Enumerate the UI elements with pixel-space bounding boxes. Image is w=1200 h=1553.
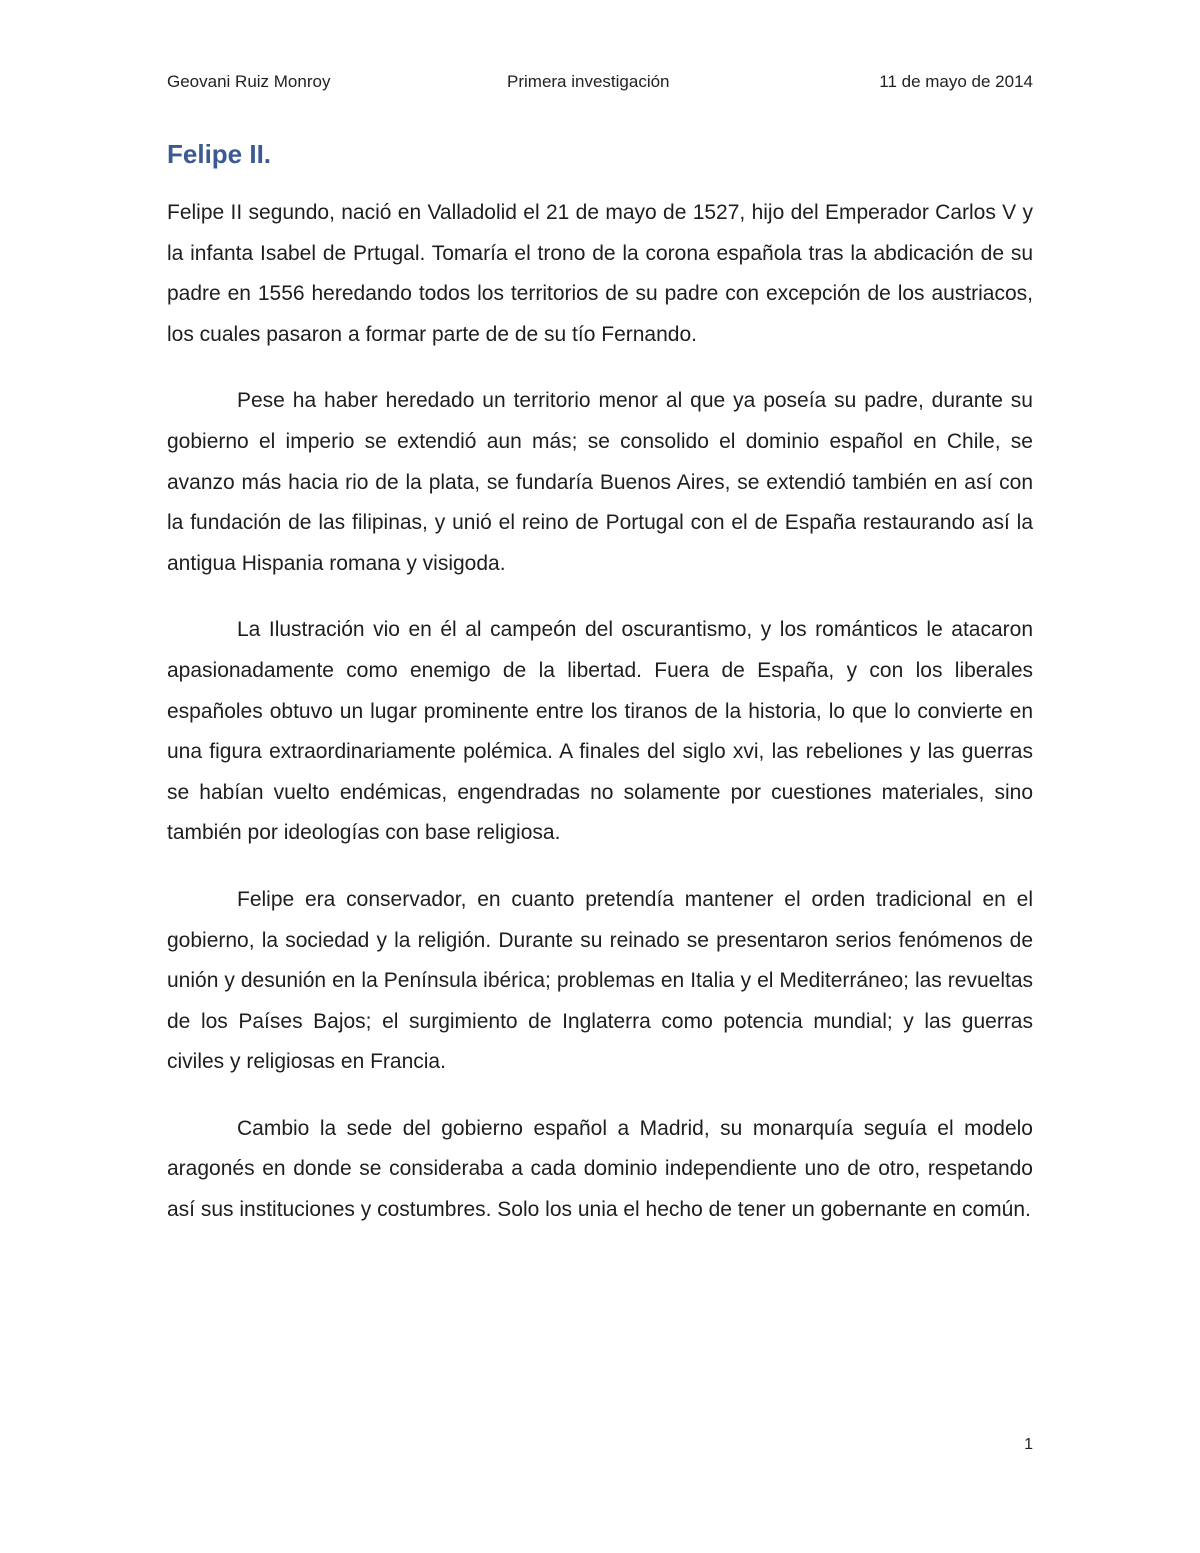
document-title: Felipe II. [167, 139, 272, 169]
paragraph-4: Felipe era conservador, en cuanto pretendía mantener el orden tradicional en el gobierno, la sociedad y la religión. Durante su reinado se presentaron serios fenómenos de unión y desunión en la Península ibérica; problemas en Italia y el Mediterráneo; las revueltas de los Países Bajos; el surgimiento de Inglaterra como potencia mundial; y las guerras civiles y religiosas en Francia. [167, 887, 1033, 1074]
page-number: 1 [1024, 1436, 1033, 1453]
header-author: Geovani Ruiz Monroy [167, 72, 331, 91]
paragraph-1: Felipe II segundo, nació en Valladolid el 21 de mayo de 1527, hijo del Emperador Carlos V y la infanta Isabel de Prtugal. Tomaría el trono de la corona española tras la abdicación de su padre en 1556 heredando todos los territorios de su padre con excepción de los austriacos, los cuales pasaron a formar parte de de su tío Fernando. [167, 201, 1033, 346]
header-subject: Primera investigación [507, 72, 670, 91]
page-header [167, 72, 1033, 98]
paragraph-2: Pese ha haber heredado un territorio menor al que ya poseía su padre, durante su gobierno el imperio se extendió aun más; se consolido el dominio español en Chile, se avanzo más hacia rio de la plata, se fundaría Buenos Aires, se extendió también en así con la fundación de las filipinas, y unió el reino de Portugal con el de España restaurando así la antigua Hispania romana y visigoda. [167, 389, 1033, 575]
paragraph-3: La Ilustración vio en él al campeón del oscurantismo, y los románticos le atacaron apasionadamente como enemigo de la libertad. Fuera de España, y con los liberales españoles obtuvo un lugar prominente entre los tiranos de la historia, lo que lo convierte en una figura extraordinariamente polémica. A finales del siglo xvi, las rebeliones y las guerras se habían vuelto endémicas, engendradas no solamente por cuestiones materiales, sino también por ideologías con base religiosa. [167, 618, 1033, 845]
document-body [167, 193, 1033, 1257]
header-date: 11 de mayo de 2014 [879, 72, 1033, 91]
paragraph-5: Cambio la sede del gobierno español a Madrid, su monarquía seguía el modelo aragonés en donde se consideraba a cada dominio independiente uno de otro, respetando así sus instituciones y costumbres. Solo los unia el hecho de tener un gobernante en común. [167, 1116, 1033, 1222]
